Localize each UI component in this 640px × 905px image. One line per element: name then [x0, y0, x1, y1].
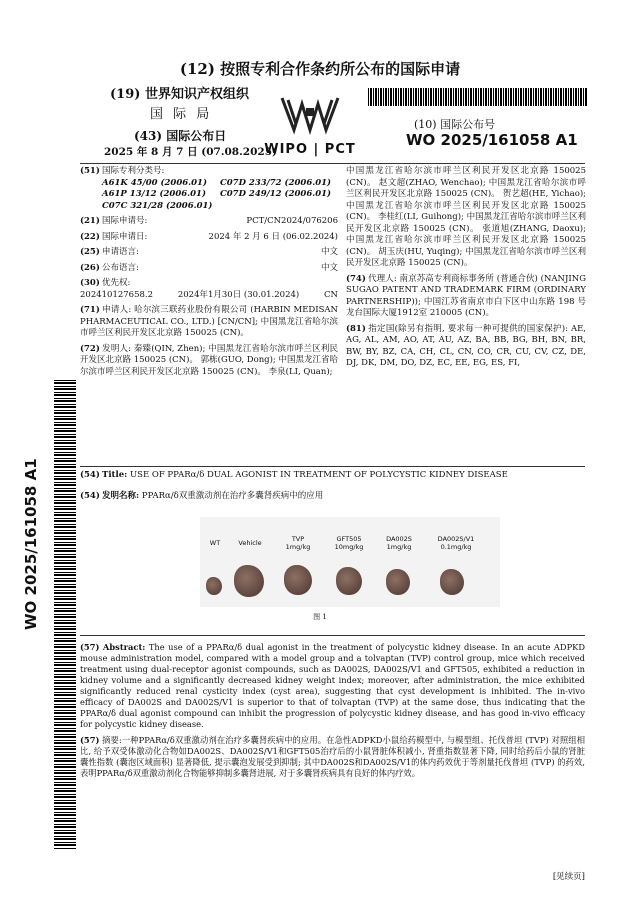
pubdate-label: [134, 127, 226, 144]
title-zh-line: (54) 发明名称: PPARα/δ双重激动剂在治疗多囊肾疾病中的应用: [80, 491, 324, 501]
pubno-label-text: 国际公布号: [440, 118, 496, 131]
pubdate-value: 2025 年 8 月 7 日 (07.08.2025): [104, 146, 277, 158]
figure-caption: 图 1: [313, 613, 327, 621]
field-51: (51) 国际专利分类号: A61K 45/00 (2006.01) C07D 233/72 (2006.01) A61P 13/12 (2006.01) C07D 249/12 (2006.01) C07C 321/28 (2006.01): [80, 166, 338, 212]
side-publication-number: WO 2025/161058 A1: [22, 458, 40, 630]
abstract-zh: (57) 摘要:一种PPARα/δ双重激动剂在治疗多囊肾疾病中的应用。在急性ADPKD小鼠给药模型中, 与模型组、托伐普坦 (TVP) 对照组相比, 给予双受体激动化合物如DA002S、DA002S/V1和GFT505治疗后的小鼠肾脏体积减小, 肾重指数显著下降, 同时给药后小鼠的肾脏囊性指数 (囊泡区域面积) 显著降低, 提示囊泡发展受到抑制; 其中DA002S和DA002S/V1的体内药效优于等剂量托伐普坦 (TVP) 的药效, 表明PPARα/δ双重激动剂化合物能够抑制多囊肾进展, 对于多囊肾疾病具有良好的体内疗效。: [80, 735, 585, 778]
fig-label-tvp: TVP 1mg/kg: [285, 535, 311, 551]
field-22: (22) 国际申请日: 2024 年 2 月 6 日 (06.02.2024): [80, 231, 338, 242]
field-74: (74) 代理人: 南京苏高专利商标事务所 (普通合伙) (NANJING SUGAO PATENT AND TRADEMARK FIRM (ORDINARY PARTNERSHIP)); 中国江苏省南京市白下区中山东路 198 号龙台国际大厦1912室 210005 (CN)。: [346, 273, 586, 318]
org-line1: 世界知识产权组织: [144, 87, 249, 102]
abstract-en: (57) Abstract: The use of a PPARα/δ dual agonist in the treatment of polycystic kidney disease. In an acute ADPKD mouse administration model, compared with a model group and a tolvaptan (TVP) control group, mice which received treatment using dual-receptor agonist compounds, such as DA002S, DA002S/V1 and GFT505, exhibited a reduction in kidney volume and a significantly decreased kidney weight index; moreover, after administration, the mice exhibited significantly reduced renal cysticity index (cyst area), suggesting that cyst development is inhibited. The in-vivo efficacy of DA002S and DA002S/V1 is superior to that of tolvaptan (TVP) at the same dose, thus indicating that the PPARα/δ dual agonist compound can inhibit the progression of polycystic kidney disease, and has good in-vivo efficacy for polycystic kidney disease.: [80, 642, 586, 729]
left-column: [80, 166, 338, 382]
right-column: [346, 166, 586, 374]
kidney-gft505: [336, 567, 362, 595]
field-26: (26) 公布语言: 中文: [80, 262, 338, 273]
pubdate-tag: (43): [134, 129, 163, 143]
continued-note: [见续页]: [552, 872, 585, 882]
inventors-continued: 中国黑龙江省哈尔滨市呼兰区利民开发区北京路 150025 (CN)。 赵文超(ZHAO, Wenchao); 中国黑龙江省哈尔滨市呼兰区利民开发区北京路 150025 (CN)。 贺艺超(HE, Yichao); 中国黑龙江省哈尔滨市呼兰区利民开发区北京路 150025 (CN)。 李桂红(LI, Guihong); 中国黑龙江省哈尔滨市呼兰区利民开发区北京路 150025 (CN)。 张道旭(ZHANG, Daoxu); 中国黑龙江省哈尔滨市呼兰区利民开发区北京路 150025 (CN)。 胡玉庆(HU, Yuqing); 中国黑龙江省哈尔滨市呼兰区利民开发区北京路 150025 (CN)。: [346, 166, 586, 268]
field-81: (81) 指定国(除另有指明, 要求每一种可提供的国家保护): AE, AG, AL, AM, AO, AT, AU, AZ, BA, BB, BG, BH, BN, BR, BW, BY, BZ, CA, CH, CL, CN, CO, CR, CU, CV, CZ, DE, DJ, DK, DM, DO, DZ, EC, EE, EG, ES, FI,: [346, 323, 586, 368]
wipo-pct-logo: [262, 90, 358, 164]
kidney-wt: [206, 577, 222, 595]
pubno-tag: (10): [414, 118, 437, 131]
fig-label-da002s: DA002S 1mg/kg: [386, 535, 412, 551]
document-title: (12) 按照专利合作条约所公布的国际申请: [179, 60, 461, 78]
ipc-list: A61K 45/00 (2006.01) C07D 233/72 (2006.01) A61P 13/12 (2006.01) C07D 249/12 (2006.01) C07C 321/28 (2006.01): [102, 177, 332, 211]
top-barcode: [368, 88, 588, 106]
kidney-tvp: [284, 565, 312, 595]
org-tag: (19): [110, 87, 141, 102]
header-rule: [80, 163, 585, 164]
field-72: (72) 发明人: 秦臻(QIN, Zhen); 中国黑龙江省哈尔滨市呼兰区利民开发区北京路 150025 (CN)。 郭栋(GUO, Dong); 中国黑龙江省哈尔滨市呼兰区利民开发区北京路 150025 (CN)。 李泉(LI, Quan);: [80, 343, 339, 377]
pubdate-label-text: 国际公布日: [166, 129, 227, 143]
title-zh: PPARα/δ双重激动剂在治疗多囊肾疾病中的应用: [141, 491, 324, 501]
fig-label-gft505: GFT505 10mg/kg: [334, 535, 364, 551]
side-barcode: [54, 380, 76, 850]
title-en: USE OF PPARα/δ DUAL AGONIST IN TREATMENT OF POLYCYSTIC KIDNEY DISEASE: [129, 470, 508, 480]
logo-text: WIPO | PCT: [264, 142, 356, 157]
field-25: (25) 申请语言: 中文: [80, 247, 338, 257]
pubno-label: [414, 116, 495, 132]
field-21: (21) 国际申请号: PCT/CN2024/076206: [80, 216, 338, 226]
title-en-line: (54) Title: USE OF PPARα/δ DUAL AGONIST IN TREATMENT OF POLYCYSTIC KIDNEY DISEASE: [80, 470, 508, 480]
org-line2: 国 际 局: [150, 107, 213, 122]
field-71: (71) 申请人: 哈尔滨三联药业股份有限公司 (HARBIN MEDISAN PHARMACEUTICAL CO., LTD.) [CN/CN]; 中国黑龙江省哈尔滨市呼兰区利民开发区北京路 150025 (CN)。: [80, 305, 338, 338]
kidney-vehicle: [234, 565, 264, 597]
biblio-rule: [80, 466, 585, 467]
fig-label-wt: WT: [209, 539, 221, 547]
kidney-figure: [200, 517, 500, 607]
fig-label-vehicle: Vehicle: [238, 539, 262, 547]
field-30: (30) 优先权: 202410127658.2 2024年1月30日 (30.01.2024) CN: [80, 278, 338, 300]
figure-rule: [80, 635, 585, 636]
kidney-da002s: [386, 569, 410, 595]
publication-number: WO 2025/161058 A1: [406, 131, 578, 149]
organization-name: [110, 86, 249, 103]
kidney-da002sv1: [440, 569, 464, 595]
fig-label-da002sv1: DA002S/V1 0.1mg/kg: [437, 535, 475, 551]
